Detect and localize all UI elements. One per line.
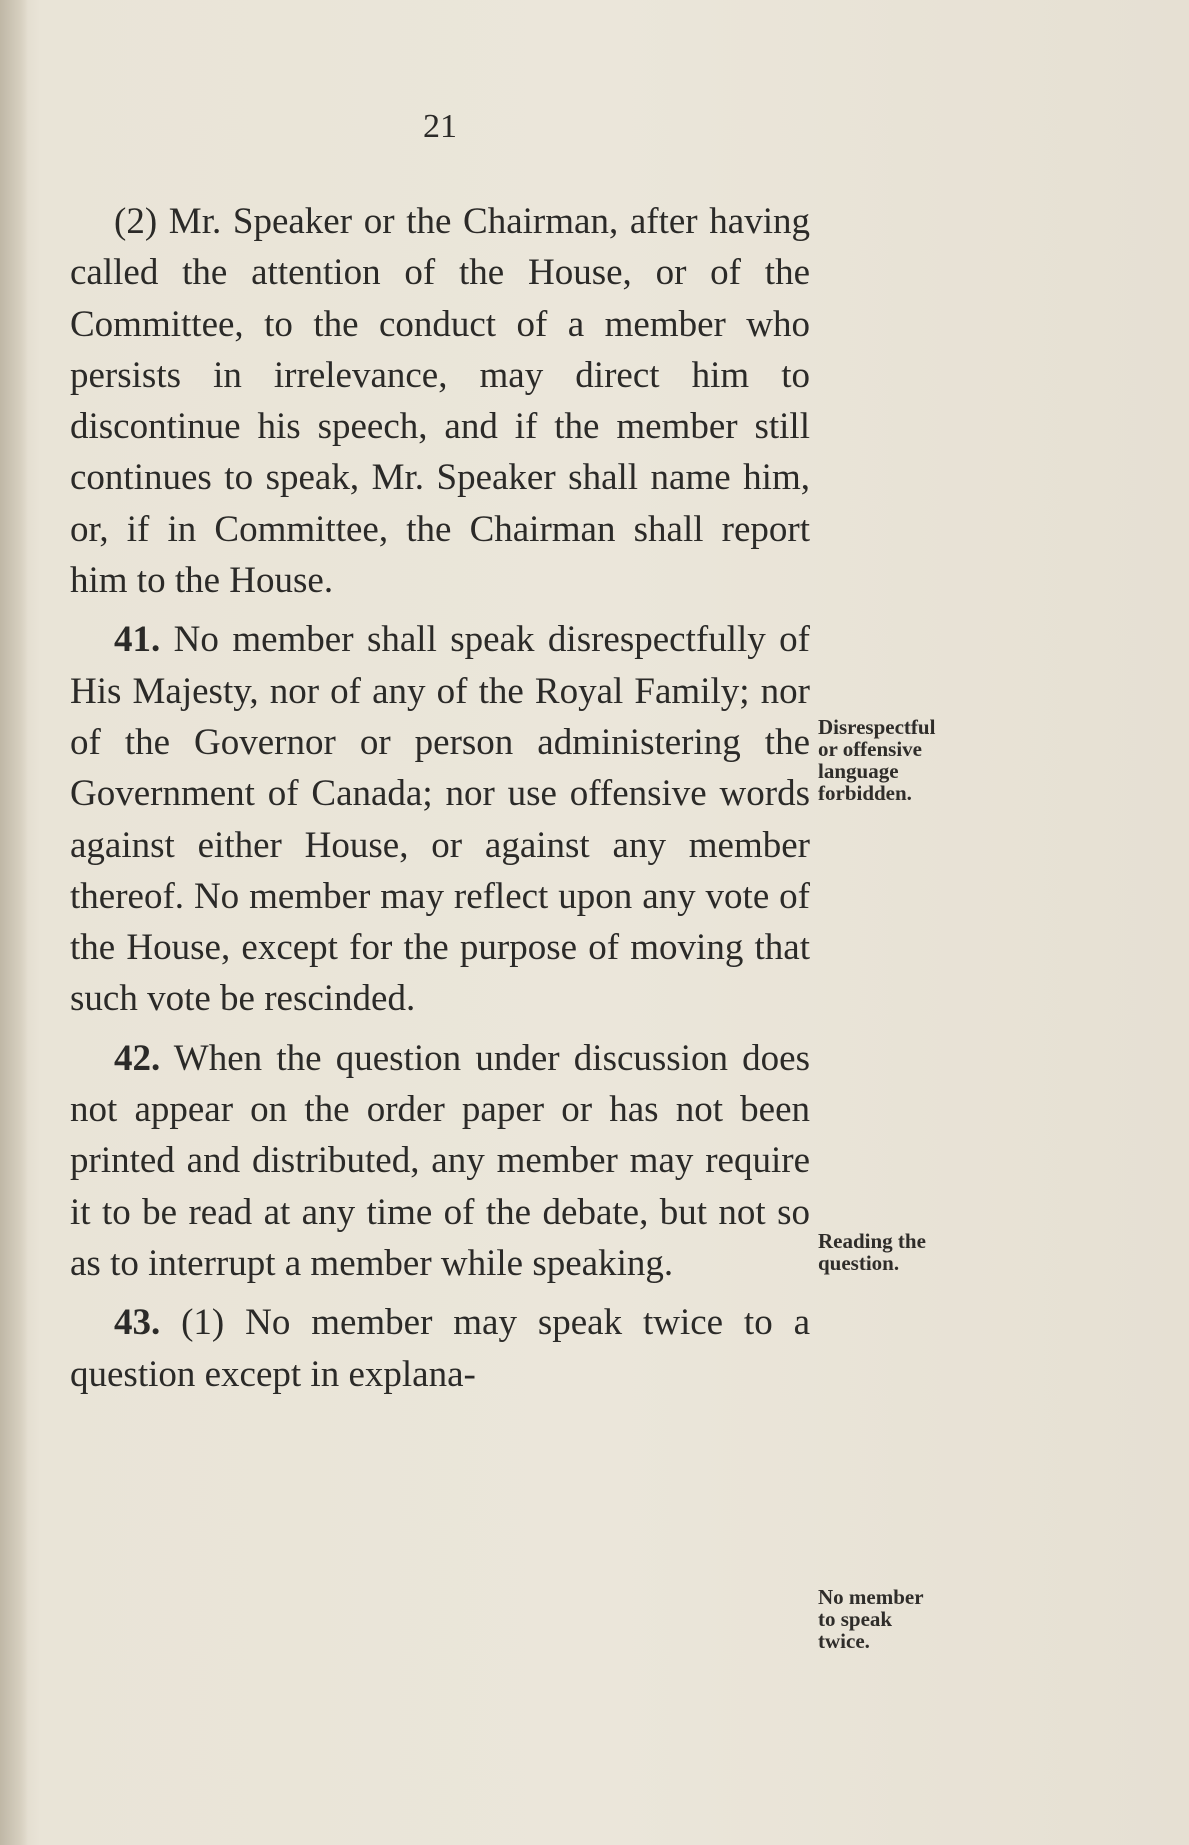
- paragraph-40-2: [70, 196, 810, 606]
- margin-note-line: to speak: [818, 1607, 893, 1631]
- margin-note-line: Disrespectful: [818, 715, 936, 739]
- paragraph-text: No member shall speak disrespectfully of His Majesty, nor of any of the Royal Family; nor of the Governor or person administering the Government of Canada; nor use offensive words against either House, or against any member thereof. No member may reflect upon any vote of the House, except for the purpose of moving that such vote be rescinded.: [70, 619, 810, 1020]
- book-spine-shadow: [0, 0, 28, 1845]
- body-text: [70, 196, 810, 1408]
- paragraph-text: (1) No member may speak twice to a question except in explana-: [70, 1302, 810, 1395]
- margin-note-line: Reading the: [818, 1229, 926, 1253]
- margin-note-line: No member: [818, 1585, 924, 1609]
- margin-note-line: forbidden.: [818, 781, 912, 805]
- margin-note-line: twice.: [818, 1629, 870, 1653]
- paragraph-text: When the question under discussion does not appear on the order paper or has not been printed and distributed, any member may require it to be read at any time of the debate, but not so as to interrupt a member while speaking.: [70, 1037, 810, 1284]
- margin-note-no-member-twice: [818, 1586, 1018, 1652]
- paragraph-number: 43.: [114, 1302, 161, 1344]
- margin-note-line: question.: [818, 1251, 900, 1275]
- margin-note-line: language: [818, 759, 899, 783]
- margin-note-line: or offensive: [818, 737, 923, 761]
- paragraph-43: [70, 1297, 810, 1400]
- paragraph-42: [70, 1033, 810, 1289]
- paragraph-number: 42.: [114, 1037, 161, 1079]
- page-number: 21: [423, 108, 457, 145]
- margin-note-reading-question: [818, 1230, 1018, 1274]
- margin-note-disrespectful-language: [818, 716, 1018, 804]
- paragraph-41: [70, 614, 810, 1024]
- paragraph-text: (2) Mr. Speaker or the Chairman, after having called the attention of the House, or of the Committee, to the conduct of a member who persists in irrelevance, may direct him to discontinue his speech, and if the member still continues to speak, Mr. Speaker shall name him, or, if in Committee, the Chairman shall report him to the House.: [70, 201, 810, 602]
- paragraph-number: 41.: [114, 619, 161, 661]
